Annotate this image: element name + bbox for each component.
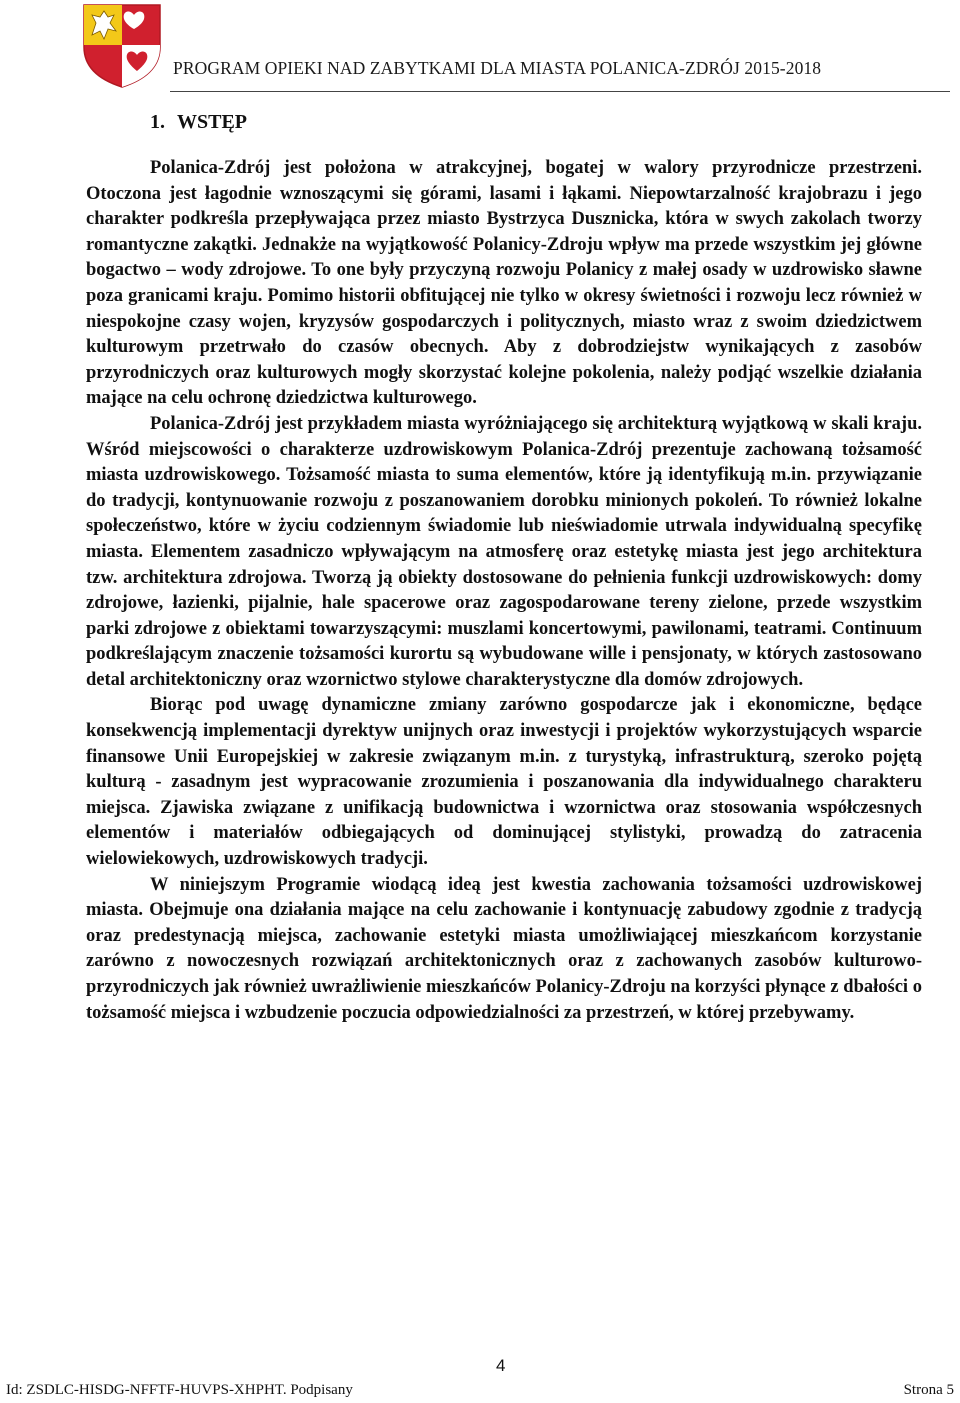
footer-document-id: Id: ZSDLC-HISDG-NFFTF-HUVPS-XHPHT. Podpisany [6,1382,353,1398]
coat-of-arms-icon [82,3,162,89]
section-heading [150,111,247,134]
paragraph: W niniejszym Programie wiodącą ideą jest kwestia zachowania tożsamości uzdrowiskowej miasta. Obejmuje ona działania mające na celu zachowanie i kontynuację zabudowy zgodnie z tradycją oraz predestynacją miejsca, zachowanie estetyki miasta umożliwiającej mieszkańcom korzystanie zarówno z nowoczesnych rozwiązań architektonicznych oraz z zachowanych zasobów kulturowo-przyrodniczych jak również uwrażliwienie mieszkańców Polanicy-Zdroju na korzyści płynące z dbałości o tożsamość miejsca i wzbudzenie poczucia odpowiedzialności za przestrzeń, w której przebywamy. [86,874,922,1023]
section-title: WSTĘP [177,111,248,133]
footer-page-label: Strona 5 [903,1382,954,1398]
paragraph: Polanica-Zdrój jest przykładem miasta wyróżniającego się architekturą wyjątkową w skali kraju. Wśród miejscowości o charakterze uzdrowiskowym Polanica-Zdrój prezentuje zachowaną tożsamość miasta uzdrowiskowego. Tożsamość miasta to suma elementów, które ją identyfikują m.in. przywiązanie do tradycji, kontynuowanie rozwoju z poszanowaniem dorobku minionych pokoleń. To również lokalne społeczeństwo, które w życiu codziennym świadomie lub nieświadomie utrwala indywidualną specyfikę miasta. Elementem zasadniczo wpływającym na atmosferę oraz estetykę miasta jest jego architektura tzw. architektura zdrojowa. Tworzą ją obiekty dostosowane do pełnienia funkcji uzdrowiskowych: domy zdrojowe, łazienki, pijalnie, hale spacerowe oraz zagospodarowane tereny zielone, przede wszystkim parki zdrojowe z obiektami towarzyszącymi: muszlami koncertowymi, pawilonami, teatrami. Continuum podkreślającym znaczenie tożsamości kurortu są wybudowane wille i pensjonaty, w których zastosowano detal architektoniczny oraz wzornictwo stylowe charakterystyczne dla domów zdrojowych. [86,413,922,690]
document-title: PROGRAM OPIEKI NAD ZABYTKAMI DLA MIASTA POLANICA-ZDRÓJ 2015-2018 [173,58,822,78]
page-header [0,0,960,100]
section-number: 1. [150,111,165,133]
document-body [86,156,922,1026]
paragraph: Biorąc pod uwagę dynamiczne zmiany zarówno gospodarcze jak i ekonomiczne, będące konsekwencją implementacji dyrektyw unijnych oraz inwestycji i projektów wykorzystujących wsparcie finansowe Unii Europejskiej w zakresie związanym m.in. z turystyką, infrastrukturą, szeroko pojętą kulturą - zasadnym jest wypracowanie zrozumienia i poszanowania dla indywidualnego charakteru miejsca. Zjawiska związane z unifikacją budownictwa i wzornictwa oraz stosowania współczesnych elementów i materiałów odbiegających od dominującej stylistyki, prowadzą do zatracenia wielowiekowych, uzdrowiskowych tradycji. [86,695,922,870]
header-divider [170,91,950,92]
page-number: 4 [496,1356,506,1375]
paragraph: Polanica-Zdrój jest położona w atrakcyjnej, bogatej w walory przyrodnicze przestrzeni. Otoczona jest łagodnie wznoszącymi się górami, lasami i łąkami. Niepowtarzalność krajobrazu i jego charakter podkreśla przepływająca przez miasto Bystrzyca Dusznicka, która w swych zakolach tworzy romantyczne zakątki. Jednakże na wyjątkowość Polanicy-Zdroju wpływ ma przede wszystkim jej główne bogactwo – wody zdrojowe. To one były przyczyną rozwoju Polanicy z małej osady w uzdrowisko sławne poza granicami kraju. Pomimo historii obfitującej nie tylko w okresy świetności i rozwoju lecz również w niespokojne czasy wojen, kryzysów gospodarczych i politycznych, miasto wraz z swoim dziedzictwem kulturowym przetrwało do czasów obecnych. Aby z dobrodziejstw wynikających z zasobów przyrodniczych oraz kulturowych mogły skorzystać kolejne pokolenia, należy podjąć wszelkie działania mające na celu ochronę dziedzictwa kulturowego. [86,158,922,409]
